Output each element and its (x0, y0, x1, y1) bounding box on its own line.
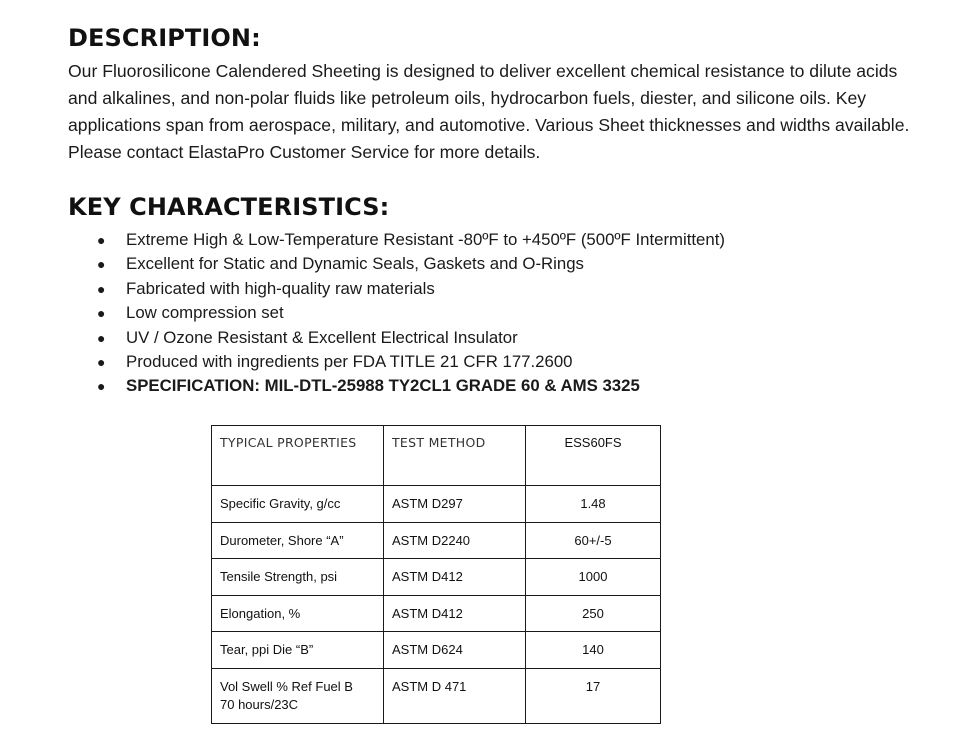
list-item-text: Produced with ingredients per FDA TITLE 21 CFR 177.2600 (126, 351, 573, 371)
specification-text: SPECIFICATION: MIL-DTL-25988 TY2CL1 GRADE 60 & AMS 3325 (126, 376, 640, 396)
property-cell: Specific Gravity, g/cc (212, 486, 384, 523)
test-method-cell: ASTM D2240 (384, 522, 526, 559)
list-item-text: Low compression set (126, 303, 284, 323)
list-item-text: Fabricated with high-quality raw materials (126, 278, 435, 298)
table-row (212, 595, 661, 632)
test-method-cell: ASTM D624 (384, 632, 526, 669)
value-cell: 250 (526, 595, 661, 632)
bullet-icon: ● (97, 232, 106, 248)
test-method-cell: ASTM D 471 (384, 668, 526, 723)
bullet-icon: ● (97, 305, 106, 322)
value-cell: 60+/-5 (526, 522, 661, 559)
value-cell: 140 (526, 632, 661, 669)
list-item-text: UV / Ozone Resistant & Excellent Electrical Insulator (126, 327, 518, 347)
list-item-text: Excellent for Static and Dynamic Seals, Gaskets and O-Rings (126, 254, 584, 274)
bullet-icon: ● (97, 329, 106, 346)
test-method-cell: ASTM D297 (384, 486, 526, 523)
bullet-icon: ● (97, 280, 106, 297)
test-method-cell: ASTM D412 (384, 559, 526, 596)
property-cell: Tear, ppi Die “B” (212, 632, 384, 669)
property-cell: Tensile Strength, psi (212, 559, 384, 596)
value-cell: 1.48 (526, 486, 661, 523)
table-row (212, 668, 661, 723)
property-line-1: Vol Swell % Ref Fuel B (220, 678, 353, 694)
value-cell: 1000 (526, 559, 661, 596)
test-method-cell: ASTM D412 (384, 595, 526, 632)
column-header-properties: TYPICAL PROPERTIES (212, 426, 384, 486)
list-item-text: Extreme High & Low-Temperature Resistant -80ºF to +450ºF (500ºF Intermittent) (126, 230, 725, 249)
bullet-icon: ● (97, 353, 106, 370)
typical-properties-table (211, 425, 661, 724)
property-cell: Durometer, Shore “A” (212, 522, 384, 559)
property-cell: Elongation, % (212, 595, 384, 632)
description-text: Our Fluorosilicone Calendered Sheeting is designed to deliver excellent chemical resistance to dilute acids and alkalines, and non-polar fluids like petroleum oils, hydrocarbon fuels, diester, and silicone oils. Key applications span from aerospace, military, and automotive. Various Sheet thicknesses and widths available. Please contact ElastaPro Customer Service for more details. (68, 61, 910, 162)
bullet-icon: ● (97, 378, 106, 395)
key-characteristics-heading: KEY CHARACTERISTICS: (68, 193, 390, 221)
column-header-test-method: TEST METHOD (384, 426, 526, 486)
table-row (212, 486, 661, 523)
property-cell (212, 668, 384, 723)
property-line-2: 70 hours/23C (220, 696, 299, 712)
table-row (212, 522, 661, 559)
table-header-row (212, 426, 661, 486)
column-header-grade: ESS60FS (526, 426, 661, 486)
bullet-icon: ● (97, 256, 106, 273)
table-row (212, 559, 661, 596)
description-heading: DESCRIPTION: (68, 24, 261, 52)
table-row (212, 632, 661, 669)
value-cell: 17 (526, 668, 661, 723)
